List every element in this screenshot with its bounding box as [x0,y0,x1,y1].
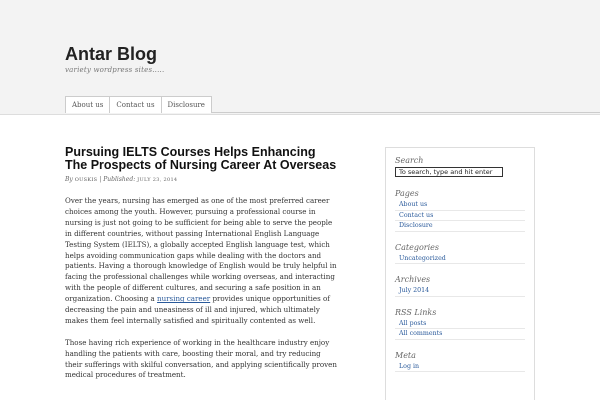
rss-widget [395,308,525,340]
post-paragraph-text: Over the years, nursing has emerged as one of the most preferred career choices among the youth. However, pursuing a professional course in nursing is just not going to be sufficient for being able to serve the people in different countries, without passing International English Language Testing System (IELTS), a globally accepted English language test, which helps avoiding communication gaps while dealing with the doctors and patients. Having a thorough knowledge of English would be truly helpful in facing the professional challenges while working overseas, and interacting with the people of different cultures, and securing a safe position in an organization. Choosing a [65,196,337,304]
categories-widget [395,243,525,265]
sidebar-link-contact-us[interactable]: Contact us [399,211,434,219]
pages-widget [395,189,525,232]
category-link-uncategorized[interactable]: Uncategorized [399,254,446,262]
post-paragraph: Those having rich experience of working in the healthcare industry enjoy handling the patients with care, boosting their moral, and try reducing their sufferings with skilful conversation, and applying scientifically proven medical procedures of treatment. [65,337,337,380]
list-item [395,200,525,211]
list-item [395,319,525,330]
list-item [395,329,525,340]
nav-item-disclosure[interactable]: Disclosure [161,96,212,113]
rss-widget-title: RSS Links [395,307,437,317]
rss-link-all-posts[interactable]: All posts [399,319,427,327]
nav-item-about-us[interactable]: About us [65,96,110,113]
nursing-career-link[interactable]: nursing career [157,294,211,304]
site-header [0,0,600,115]
sidebar-link-about-us[interactable]: About us [399,201,428,208]
pages-widget-title: Pages [395,189,419,198]
archive-link-july-2014[interactable]: July 2014 [399,287,430,294]
post-meta-by: By [65,176,73,183]
list-item [395,286,525,297]
search-widget-title: Search [395,156,424,165]
list-item [395,362,525,373]
list-item [395,211,525,222]
archives-widget-title: Archives [395,275,431,284]
post-title[interactable]: Pursuing IELTS Courses Helps Enhancing The Prospects of Nursing Career At Overseas [65,145,337,172]
post-date: JULY 23, 2014 [137,177,178,183]
categories-widget-title: Categories [395,242,439,252]
post-paragraph [65,196,337,327]
list-item [395,254,525,265]
sidebar [385,147,535,400]
meta-link-log-in[interactable]: Log in [399,362,420,370]
post-body [65,196,337,381]
post-meta-published-label: | Published: [99,176,136,183]
post-paragraph-text: provides unique opportunities of decreasing the pain and uneasiness of ill and injured, which ultimately makes them feel internally satisfied and spiritually contented as well. [65,294,330,325]
site-title[interactable]: Antar Blog [65,44,157,64]
post-meta [65,176,337,183]
post-author-link[interactable]: OUSKIS [74,177,98,183]
list-item [395,221,525,232]
meta-widget [395,351,525,373]
nav-item-contact-us[interactable]: Contact us [109,96,161,113]
search-input[interactable]: To search, type and hit enter [395,167,503,177]
post-article [65,146,337,392]
search-widget [395,156,525,177]
sidebar-link-disclosure[interactable]: Disclosure [399,222,433,229]
main-nav [65,96,211,113]
meta-widget-title: Meta [395,350,416,360]
site-tagline: variety wordpress sites..... [65,66,165,74]
archives-widget [395,275,525,297]
rss-link-all-comments[interactable]: All comments [399,330,443,337]
